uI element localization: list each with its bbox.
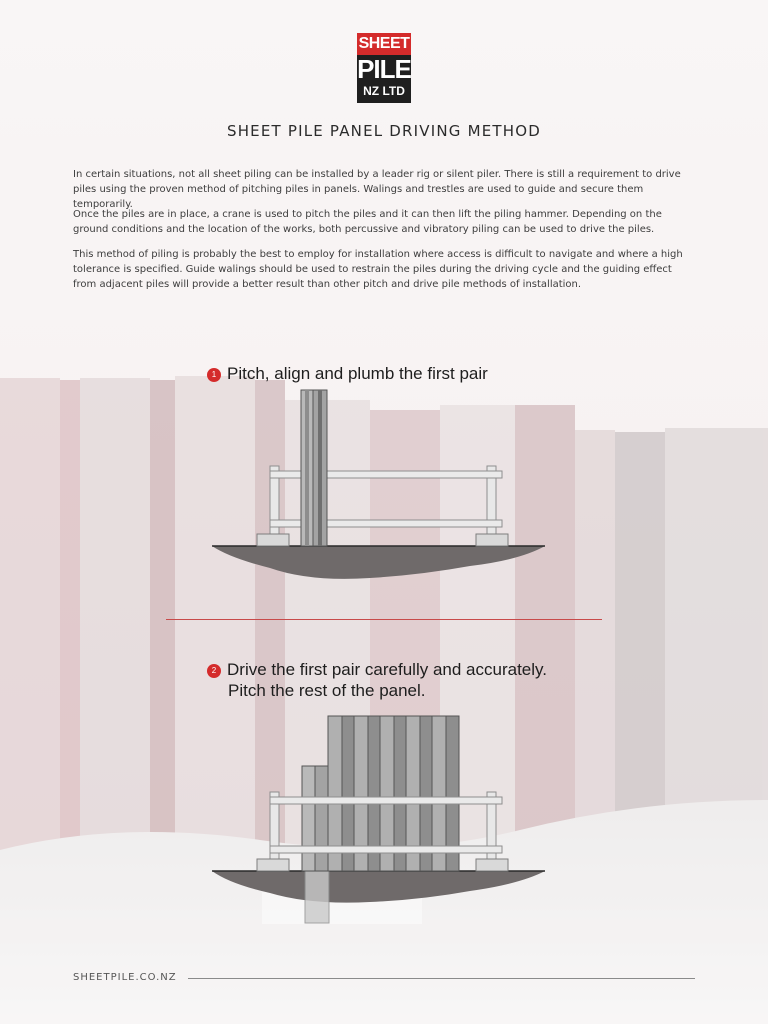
intro-paragraph: In certain situations, not all sheet piling can be installed by a leader rig or silent piler. There is still a requirement to drive piles using the proven method of pitching piles in panels. Walings and trestles are used to guide and secure them temporarily. (73, 169, 681, 210)
footer-rule (188, 978, 695, 979)
logo-pile-text: PILE (357, 54, 411, 84)
method-paragraph: This method of piling is probably the best to employ for installation where access is difficult to navigate and where a high tolerance is specified. Guide walings should be used to restrain the piles during the driving cycle and the guiding effect from adjacent piles will provide a better result than other pitch and drive pile methods of installation. (73, 249, 683, 290)
page-title: SHEET PILE PANEL DRIVING METHOD (226, 122, 542, 140)
step-2-text-line2: Pitch the rest of the panel. (228, 681, 426, 700)
step-2-badge: 2 (207, 664, 221, 678)
crane-paragraph: Once the piles are in place, a crane is used to pitch the piles and it can then lift the piling hammer. Depending on the ground conditions and the location of the works, both percussive and vibratory piling can be used to drive the piles. (73, 209, 662, 235)
step-2-text-line1: Drive the first pair carefully and accurately. (227, 660, 547, 679)
step-1-badge: 1 (207, 368, 221, 382)
logo-sheet: SHEET (357, 33, 411, 55)
logo-nzltd-text: NZ LTD (363, 84, 405, 98)
step-1-text: Pitch, align and plumb the first pair (227, 364, 488, 383)
footer-website-link[interactable]: SHEETPILE.CO.NZ (73, 972, 177, 983)
